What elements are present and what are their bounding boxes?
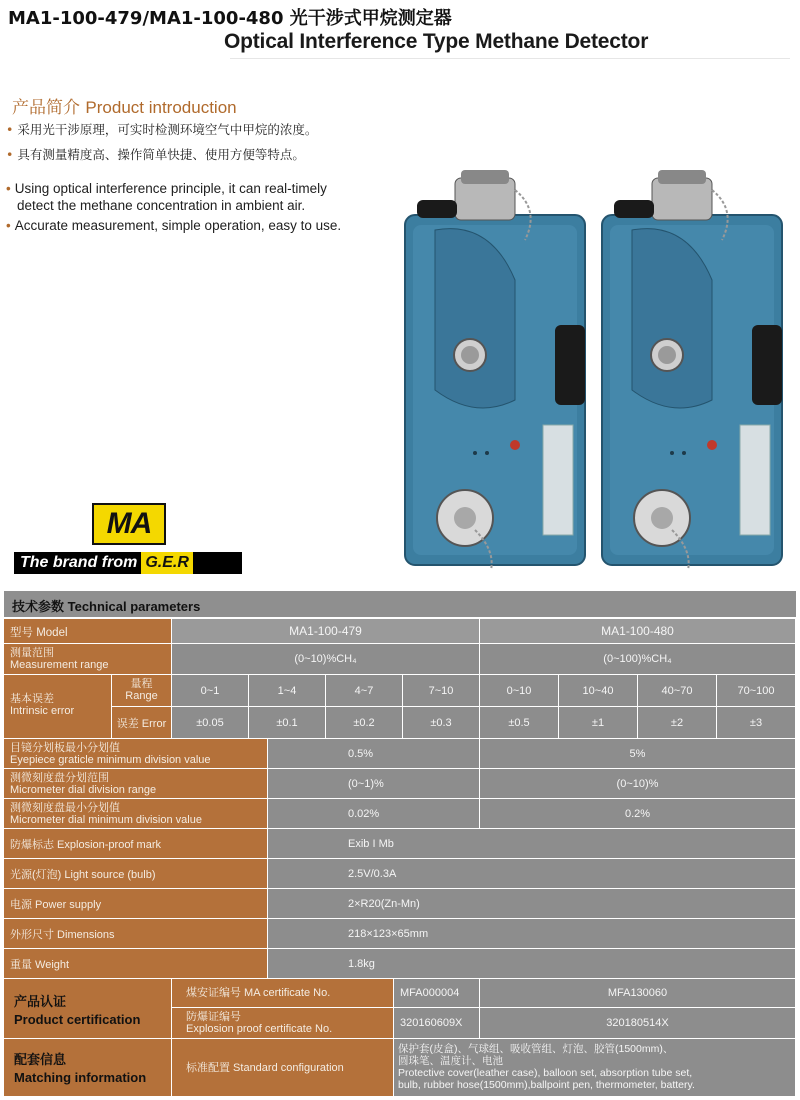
ex-certificate-label: 防爆证编号 Explosion proof certificate No. (172, 1008, 394, 1039)
product-certification-label: 产品认证 Product certification (4, 979, 172, 1039)
range-cell: 1~4 (249, 675, 326, 707)
intro-heading-en: Product introduction (85, 98, 237, 117)
power-supply-value: 2×R20(Zn-Mn) (268, 889, 796, 919)
ma-logo: MA (92, 503, 166, 545)
light-source-label: 光源(灯泡) Light source (bulb) (4, 859, 268, 889)
error-cell: ±3 (717, 707, 796, 739)
standard-configuration-value: 保护套(皮盒)、气球组、吸收管组、灯泡、胶管(1500mm)、 圆珠笔、温度计、电池 Protective cover(leather case), balloon set, absorption tube set, bulb, rubber hose(1500mm),ballpoint pen, thermometer, battery. (394, 1039, 796, 1097)
error-sublabel: 误差 Error (112, 707, 172, 739)
header-divider (230, 58, 790, 59)
power-supply-label: 电源 Power supply (4, 889, 268, 919)
methane-detector-image-1 (395, 170, 595, 580)
brand-tagline (14, 552, 242, 574)
error-cell: ±0.5 (480, 707, 559, 739)
range-cell: 7~10 (403, 675, 480, 707)
range-sublabel: 量程 Range (112, 675, 172, 707)
light-source-value: 2.5V/0.3A (268, 859, 796, 889)
micrometer-range-label: 测微刻度盘分划范围 Micrometer dial division range (4, 769, 268, 799)
ex-certificate-480: 320180514X (480, 1008, 796, 1039)
model-label: 型号 Model (4, 619, 172, 644)
weight-value: 1.8kg (268, 949, 796, 979)
intro-bullet-en-2: • Accurate measurement, simple operation, easy to use. (6, 218, 342, 233)
error-cell: ±1 (559, 707, 638, 739)
dimensions-value: 218×123×65mm (268, 919, 796, 949)
intro-heading-cn: 产品简介 (12, 98, 80, 118)
intro-heading (12, 93, 237, 118)
explosion-proof-value: Exib I Mb (268, 829, 796, 859)
intro-bullet-cn-1: • 采用光干涉原理，可实时检测环境空气中甲烷的浓度。 (6, 122, 318, 137)
range-cell: 70~100 (717, 675, 796, 707)
explosion-proof-label: 防爆标志 Explosion-proof mark (4, 829, 268, 859)
intrinsic-error-label: 基本误差 Intrinsic error (4, 675, 112, 739)
ma-certificate-480: MFA130060 (480, 979, 796, 1008)
error-cell: ±2 (638, 707, 717, 739)
measurement-range-480: (0~100)%CH₄ (480, 644, 796, 675)
ma-certificate-479: MFA000004 (394, 979, 480, 1008)
intro-bullet-cn-2: • 具有测量精度高、操作简单快捷、使用方便等特点。 (6, 147, 305, 162)
micrometer-min-label: 测微刻度盘最小分划值 Micrometer dial minimum division value (4, 799, 268, 829)
range-cell: 0~10 (480, 675, 559, 707)
tagline-text: The brand from (20, 554, 138, 571)
micrometer-min-479: 0.02% (268, 799, 480, 829)
error-cell: ±0.05 (172, 707, 249, 739)
range-cell: 0~1 (172, 675, 249, 707)
ma-certificate-label: 煤安证编号 MA certificate No. (172, 979, 394, 1008)
range-cell: 4~7 (326, 675, 403, 707)
intro-bullet-en-1: • Using optical interference principle, it can real-timely (6, 181, 327, 196)
dimensions-label: 外形尺寸 Dimensions (4, 919, 268, 949)
measurement-range-479: (0~10)%CH₄ (172, 644, 480, 675)
ger-logo: G.E.R (141, 552, 193, 574)
error-cell: ±0.3 (403, 707, 480, 739)
measurement-range-label: 测量范围 Measurement range (4, 644, 172, 675)
model-480: MA1-100-480 (480, 619, 796, 644)
page-subtitle: Optical Interference Type Methane Detector (224, 30, 649, 53)
eyepiece-479: 0.5% (268, 739, 480, 769)
error-cell: ±0.2 (326, 707, 403, 739)
error-cell: ±0.1 (249, 707, 326, 739)
ex-certificate-479: 320160609X (394, 1008, 480, 1039)
standard-configuration-label: 标准配置 Standard configuration (172, 1039, 394, 1097)
methane-detector-image-2 (592, 170, 792, 580)
range-cell: 40~70 (638, 675, 717, 707)
weight-label: 重量 Weight (4, 949, 268, 979)
micrometer-min-480: 0.2% (480, 799, 796, 829)
eyepiece-label: 目镜分划板最小分划值 Eyepiece graticle minimum division value (4, 739, 268, 769)
eyepiece-480: 5% (480, 739, 796, 769)
intro-bullet-en-1-cont: detect the methane concentration in ambient air. (17, 198, 306, 213)
micrometer-range-479: (0~1)% (268, 769, 480, 799)
page-title: MA1-100-479/MA1-100-480 光干涉式甲烷测定器 (8, 8, 452, 29)
micrometer-range-480: (0~10)% (480, 769, 796, 799)
range-cell: 10~40 (559, 675, 638, 707)
matching-information-label: 配套信息 Matching information (4, 1039, 172, 1097)
model-479: MA1-100-479 (172, 619, 480, 644)
section-header-technical: 技术参数 Technical parameters (4, 591, 796, 617)
